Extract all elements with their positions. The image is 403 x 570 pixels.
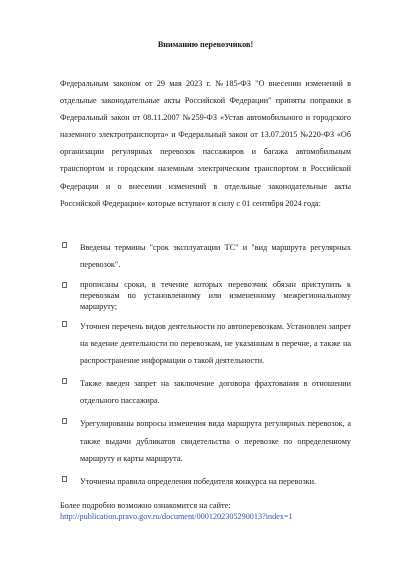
square-bullet-icon <box>62 242 67 248</box>
intro-paragraph: Федеральным законом от 29 мая 2023 г. №185-ФЗ "О внесении изменений в отдельные законодательные акты Российской Федерации" приняты поправки в Федеральный закон от 08.11.2007 №259-ФЗ «Устав автомобильного и городского наземного электротранспорта» и Федеральный закон от 13.07.2015 №220-ФЗ «Об организации регулярных перевозок пассажиров и багажа автомобильным транспортом и городским наземным электрическим транспортом в Российской Федерации и о внесении изменений в отдельные законодательные акты Российской Федерации» которые вступают в силу с 01 сентября 2024 года: <box>60 79 351 208</box>
square-bullet-icon <box>62 418 67 424</box>
square-bullet-icon <box>62 321 67 327</box>
list-item-text: Уточнены правила определения победителя конкурса на перевозки. <box>80 476 317 486</box>
document-title: Вниманию перевозчиков! <box>157 40 254 49</box>
square-bullet-icon <box>62 378 67 384</box>
footer-note <box>60 500 351 522</box>
source-link[interactable]: http://publication.pravo.gov.ru/document/0001202305290013?index=1 <box>60 511 293 521</box>
list-item-text: Введены термины "срок эксплуатации ТС" и "вид маршрута регулярных перевозок". <box>80 242 351 269</box>
square-bullet-icon <box>62 476 67 482</box>
list-item <box>60 375 351 409</box>
list-item <box>60 239 351 273</box>
list-item-text: прописаны сроки, в течение которых перевозчик обязан приступить к перевозкам по установленному или измененному межрегиональному маршруту; <box>80 279 351 311</box>
list-item <box>60 318 351 369</box>
footer-text: Более подробно возможно ознакомится на сайте: <box>60 500 231 510</box>
amendments-list <box>60 239 351 490</box>
square-bullet-icon <box>62 282 67 288</box>
list-item <box>60 473 351 490</box>
list-item-text: Уточнен перечень видов деятельности по автоперевозкам. Установлен запрет на ведение деятельности по перевозкам, не указанным в перечне, а также на распространение информации о такой деятельности. <box>80 321 351 366</box>
list-item <box>60 415 351 466</box>
list-item-text: Также введен запрет на заключение договора фрахтования в отношении отдельного пассажира. <box>80 379 351 406</box>
document-page <box>60 39 351 522</box>
list-item-text: Урегулированы вопросы изменения вида маршрута регулярных перевозок, а также выдачи дубликатов свидетельства о перевозке по определенному маршруту и карты маршрута. <box>80 419 351 463</box>
list-item <box>60 279 351 312</box>
